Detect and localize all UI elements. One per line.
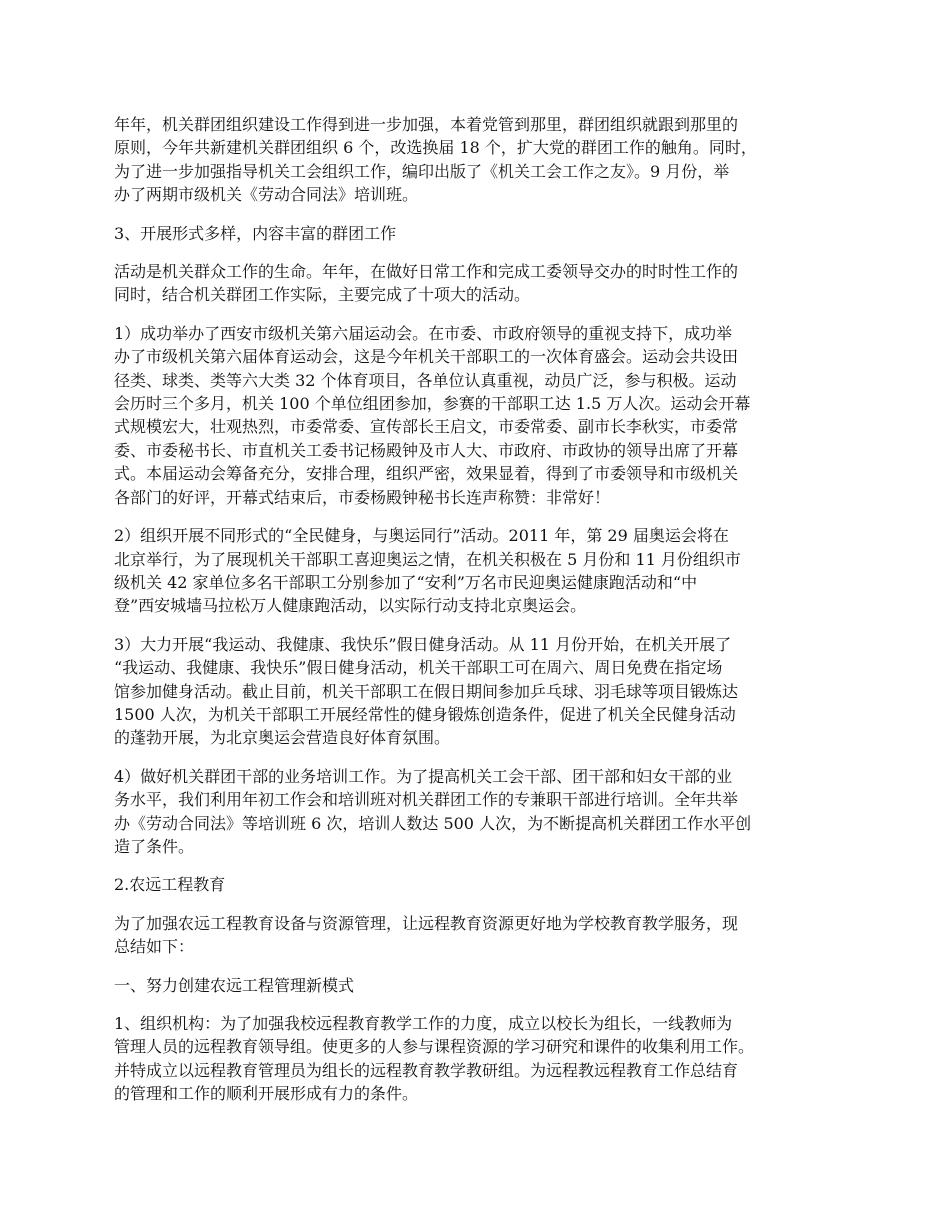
list-item-3-holiday-fitness: 3）大力开展“我运动、我健康、我快乐”假日健身活动。从 11 月份开始，在机关开展了 “我运动、我健康、我快乐”假日健身活动，机关干部职工可在周六、周日免费在指定场 馆参加健身活动。截止目前，机关干部职工在假日期间参加乒乓球、羽毛球等项目锻炼达 1500 人次，为机关干部职工开展经常性的健身锻炼创造条件，促进了机关全民健身活动 的蓬勃开展，为北京奥运会营造良好体育氛围。 <box>114 634 739 748</box>
subsection-heading-1: 一、努力创建农远工程管理新模式 <box>114 975 355 995</box>
body-paragraph-organization: 1、组织机构：为了加强我校远程教育教学工作的力度，成立以校长为组长，一线教师为 管理人员的远程教育领导组。使更多的人参与课程资源的学习研究和课件的收集利用工作。 并特成立以远程教育管理员为组长的远程教育教学教研组。为远程教远程教育工作总结育 的管理和工作的顺利开展形成有力的条件。 <box>114 1014 755 1104</box>
list-item-1-sports-meeting: 1）成功举办了西安市级机关第六届运动会。在市委、市政府领导的重视支持下，成功举 办了市级机关第六届体育运动会，这是今年机关干部职工的一次体育盛会。运动会共设田 径类、球类、类等六大类 32 个体育项目，各单位认真重视，动员广泛，参与积极。运动 会历时三个多月，机关 100 个单位组团参加，参赛的干部职工达 1.5 万人次。运动会开幕 式规模宏大，壮观热烈，市委常委、宣传部长王启文，市委常委、副市长李秋实，市委常 委、市委秘书长、市直机关工委书记杨殿钟及市人大、市政府、市政协的领导出席了开幕 式。本届运动会筹备充分，安排合理，组织严密，效果显着，得到了市委领导和市级机关 各部门的好评，开幕式结束后，市委杨殿钟秘书长连声称赞：非常好！ <box>114 323 751 507</box>
list-item-2-fitness-olympics: 2）组织开展不同形式的“全民健身，与奥运同行”活动。2011 年，第 29 届奥运会将在 北京举行，为了展现机关干部职工喜迎奥运之情，在机关积极在 5 月份和 11 月份组织市 级机关 42 家单位多名干部职工分别参加了“安利”万名市民迎奥运健康跑活动和“中 登”西安城墙马拉松万人健康跑活动，以实际行动支持北京奥运会。 <box>114 526 741 616</box>
list-item-4-training: 4）做好机关群团干部的业务培训工作。为了提高机关工会干部、团干部和妇女干部的业 务水平，我们利用年初工作会和培训班对机关群团工作的专兼职干部进行培训。全年共举 办《劳动合同法》等培训班 6 次，培训人数达 500 人次，为不断提高机关群团工作水平创 造了条件。 <box>114 766 752 856</box>
body-paragraph-1: 年年，机关群团组织建设工作得到进一步加强，本着党管到那里，群团组织就跟到那里的 原则，今年共新建机关群团组织 6 个，改选换届 18 个，扩大党的群团工作的触角。同时， 为了进一步加强指导机关工会组织工作，编印出版了《机关工会工作之友》。9 月份，举 办了两期市级机关《劳动合同法》培训班。 <box>114 115 757 205</box>
body-paragraph-activities-intro: 活动是机关群众工作的生命。年年，在做好日常工作和完成工委领导交办的时时性工作的 同时，结合机关群团工作实际，主要完成了十项大的活动。 <box>114 262 739 305</box>
section-heading-2-rural-education: 2.农远工程教育 <box>114 875 226 895</box>
document-body <box>114 113 856 1121</box>
section-heading-3: 3、开展形式多样，内容丰富的群团工作 <box>114 223 397 243</box>
body-paragraph-summary-intro: 为了加强农远工程教育设备与资源管理，让远程教育资源更好地为学校教育教学服务，现 总结如下： <box>114 913 739 957</box>
